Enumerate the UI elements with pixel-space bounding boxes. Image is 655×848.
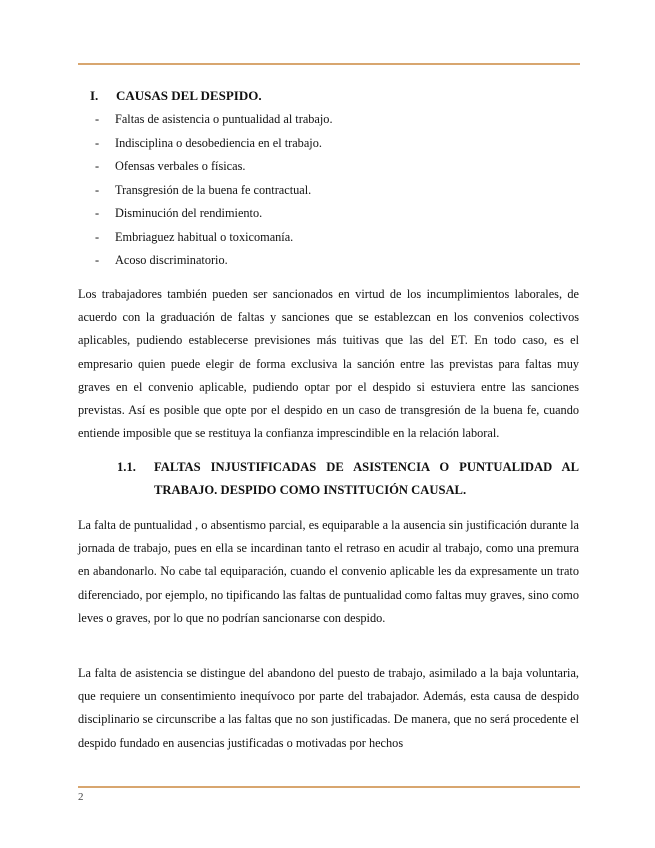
subsection-heading xyxy=(117,456,579,502)
list-item: - Embriaguez habitual o toxicomanía. xyxy=(95,229,294,244)
bullet-dash: - xyxy=(95,206,100,220)
section-title: CAUSAS DEL DESPIDO. xyxy=(116,88,262,103)
bullet-dash: - xyxy=(95,253,100,267)
causes-list xyxy=(95,110,333,275)
footer-rule xyxy=(78,786,580,788)
list-item: - Acoso discriminatorio. xyxy=(95,253,228,267)
section-heading xyxy=(90,88,262,104)
bullet-dash: - xyxy=(95,182,100,197)
page-number: 2 xyxy=(78,791,84,803)
subsection-number: 1.1. xyxy=(117,460,136,474)
list-item: - Disminución del rendimiento. xyxy=(95,206,263,220)
section-number: I. xyxy=(90,88,99,103)
list-item: - Transgresión de la buena fe contractual. xyxy=(95,182,312,197)
header-rule xyxy=(78,63,580,65)
intro-paragraph: Los trabajadores también pueden ser sancionados en virtud de los incumplimientos laborales, de acuerdo con la graduación de faltas y sanciones que se establezcan en los convenios colectivos aplicables, pudiendo establecerse previsiones más tuitivas que las del ET. En todo caso, es el empresario quien puede elegir de forma exclusiva la sanción entre las previstas para faltas muy graves en el convenio aplicable, pudiendo optar por el despido si estuviera entre las sanciones previstas. Así es posible que opte por el despido en un caso de transgresión de la buena fe, cuando entiende imposible que se restituya la confianza imprescindible en la relación laboral. xyxy=(78,287,579,441)
bullet-dash: - xyxy=(95,159,100,173)
bullet-dash: - xyxy=(95,135,100,150)
bullet-dash: - xyxy=(95,229,100,244)
puntualidad-paragraph: La falta de puntualidad , o absentismo parcial, es equiparable a la ausencia sin justificación durante la jornada de trabajo, pues en ella se incardinan tanto el retraso en acudir al trabajo, como una premura en abandonarlo. No cabe tal equiparación, cuando el convenio aplicable les da expresamente un trato diferenciado, por ejemplo, no tipificando las faltas de puntualidad como faltas muy graves, sino como leves o graves, por lo que no podrían sancionarse con despido. xyxy=(78,518,579,625)
list-item: - Faltas de asistencia o puntualidad al trabajo. xyxy=(95,112,333,126)
list-item: - Indisciplina o desobediencia en el trabajo. xyxy=(95,135,322,150)
bullet-dash: - xyxy=(95,112,100,126)
asistencia-paragraph: La falta de asistencia se distingue del abandono del puesto de trabajo, asimilado a la baja voluntaria, que requiere un consentimiento inequívoco por parte del trabajador. Además, esta causa de despido disciplinario se circunscribe a las faltas que no son justificadas. De manera, que no será procedente el despido fundado en ausencias justificadas o motivadas por hechos xyxy=(78,666,579,750)
list-item: - Ofensas verbales o físicas. xyxy=(95,159,246,173)
subsection-title: FALTAS INJUSTIFICADAS DE ASISTENCIA O PUNTUALIDAD AL TRABAJO. DESPIDO COMO INSTITUCIÓN CAUSAL. xyxy=(154,460,579,497)
